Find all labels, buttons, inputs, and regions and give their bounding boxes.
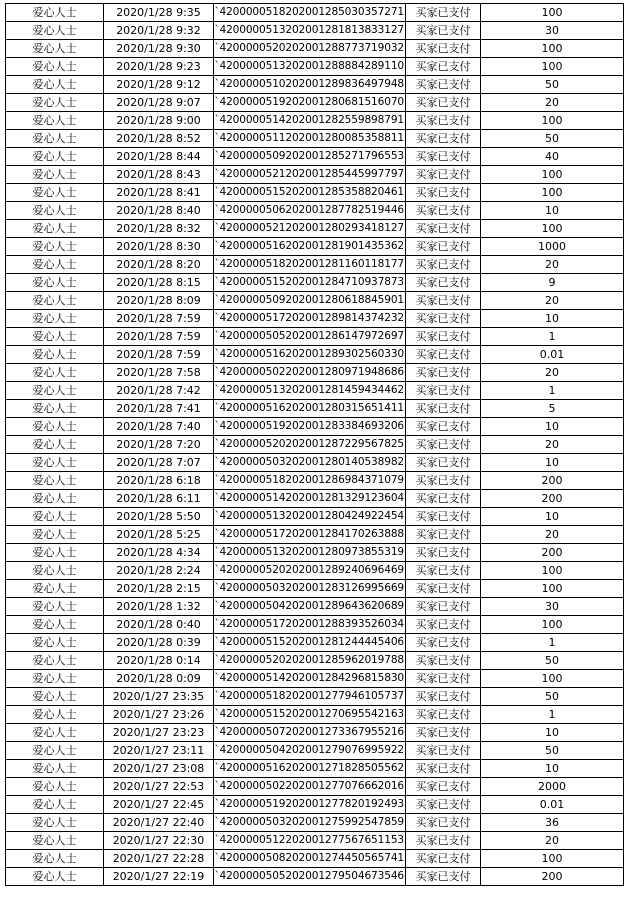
- donor-name-cell: 爱心人士: [6, 598, 104, 616]
- transaction-id-cell: `4200000510202001289836497948: [214, 76, 406, 94]
- payment-time-cell: 2020/1/28 0:39: [104, 634, 214, 652]
- donor-name-cell: 爱心人士: [6, 850, 104, 868]
- transaction-id-cell: `4200000519202001280681516070: [214, 94, 406, 112]
- amount-cell: 200: [481, 868, 624, 886]
- table-row: [6, 400, 624, 418]
- donor-name-cell: 爱心人士: [6, 418, 104, 436]
- amount-cell: 200: [481, 544, 624, 562]
- table-row: [6, 220, 624, 238]
- table-row: [6, 850, 624, 868]
- payment-time-cell: 2020/1/28 8:52: [104, 130, 214, 148]
- amount-cell: 1: [481, 706, 624, 724]
- payment-time-cell: 2020/1/27 23:35: [104, 688, 214, 706]
- payment-status-cell: 买家已支付: [406, 670, 481, 688]
- payment-time-cell: 2020/1/28 7:59: [104, 328, 214, 346]
- transaction-id-cell: `4200000508202001274450565741: [214, 850, 406, 868]
- payment-status-cell: 买家已支付: [406, 778, 481, 796]
- table-row: [6, 328, 624, 346]
- payment-time-cell: 2020/1/28 6:18: [104, 472, 214, 490]
- table-row: [6, 238, 624, 256]
- payment-time-cell: 2020/1/28 8:15: [104, 274, 214, 292]
- table-row: [6, 616, 624, 634]
- table-row: [6, 742, 624, 760]
- amount-cell: 1: [481, 634, 624, 652]
- donor-name-cell: 爱心人士: [6, 706, 104, 724]
- transaction-id-cell: `4200000518202001285030357271: [214, 4, 406, 22]
- table-row: [6, 508, 624, 526]
- amount-cell: 10: [481, 508, 624, 526]
- payment-time-cell: 2020/1/28 8:32: [104, 220, 214, 238]
- transaction-id-cell: `4200000519202001283384693206: [214, 418, 406, 436]
- donor-name-cell: 爱心人士: [6, 130, 104, 148]
- payment-status-cell: 买家已支付: [406, 364, 481, 382]
- payment-time-cell: 2020/1/28 8:40: [104, 202, 214, 220]
- payment-time-cell: 2020/1/27 23:26: [104, 706, 214, 724]
- payment-time-cell: 2020/1/28 7:58: [104, 364, 214, 382]
- payment-time-cell: 2020/1/28 1:32: [104, 598, 214, 616]
- payment-time-cell: 2020/1/28 2:15: [104, 580, 214, 598]
- payment-status-cell: 买家已支付: [406, 544, 481, 562]
- transaction-id-cell: `4200000515202001284710937873: [214, 274, 406, 292]
- payment-status-cell: 买家已支付: [406, 256, 481, 274]
- donation-table: [5, 3, 624, 886]
- payment-time-cell: 2020/1/27 23:11: [104, 742, 214, 760]
- transaction-id-cell: `4200000518202001281160118177: [214, 256, 406, 274]
- donor-name-cell: 爱心人士: [6, 274, 104, 292]
- transaction-id-cell: `4200000513202001281813833127: [214, 22, 406, 40]
- transaction-id-cell: `4200000519202001277820192493: [214, 796, 406, 814]
- transaction-id-cell: `4200000511202001280085358811: [214, 130, 406, 148]
- payment-time-cell: 2020/1/28 2:24: [104, 562, 214, 580]
- payment-time-cell: 2020/1/28 9:00: [104, 112, 214, 130]
- payment-status-cell: 买家已支付: [406, 382, 481, 400]
- payment-status-cell: 买家已支付: [406, 418, 481, 436]
- payment-status-cell: 买家已支付: [406, 40, 481, 58]
- transaction-id-cell: `4200000517202001284170263888: [214, 526, 406, 544]
- donor-name-cell: 爱心人士: [6, 94, 104, 112]
- amount-cell: 100: [481, 850, 624, 868]
- transaction-id-cell: `4200000502202001280971948686: [214, 364, 406, 382]
- payment-status-cell: 买家已支付: [406, 310, 481, 328]
- payment-status-cell: 买家已支付: [406, 760, 481, 778]
- payment-status-cell: 买家已支付: [406, 328, 481, 346]
- payment-status-cell: 买家已支付: [406, 166, 481, 184]
- transaction-id-cell: `4200000520202001285962019788: [214, 652, 406, 670]
- transaction-id-cell: `4200000518202001277946105737: [214, 688, 406, 706]
- donor-name-cell: 爱心人士: [6, 382, 104, 400]
- table-row: [6, 526, 624, 544]
- donor-name-cell: 爱心人士: [6, 40, 104, 58]
- payment-time-cell: 2020/1/28 7:41: [104, 400, 214, 418]
- payment-time-cell: 2020/1/28 0:40: [104, 616, 214, 634]
- table-row: [6, 310, 624, 328]
- payment-time-cell: 2020/1/28 7:07: [104, 454, 214, 472]
- donor-name-cell: 爱心人士: [6, 562, 104, 580]
- table-row: [6, 652, 624, 670]
- donor-name-cell: 爱心人士: [6, 292, 104, 310]
- payment-status-cell: 买家已支付: [406, 112, 481, 130]
- donor-name-cell: 爱心人士: [6, 616, 104, 634]
- transaction-id-cell: `4200000513202001280973855319: [214, 544, 406, 562]
- payment-time-cell: 2020/1/28 4:34: [104, 544, 214, 562]
- transaction-id-cell: `4200000506202001287782519446: [214, 202, 406, 220]
- table-row: [6, 4, 624, 22]
- table-row: [6, 148, 624, 166]
- transaction-id-cell: `4200000513202001281459434462: [214, 382, 406, 400]
- table-row: [6, 670, 624, 688]
- amount-cell: 100: [481, 4, 624, 22]
- payment-time-cell: 2020/1/28 8:41: [104, 184, 214, 202]
- payment-status-cell: 买家已支付: [406, 580, 481, 598]
- payment-time-cell: 2020/1/28 9:23: [104, 58, 214, 76]
- amount-cell: 2000: [481, 778, 624, 796]
- transaction-id-cell: `4200000507202001273367955216: [214, 724, 406, 742]
- amount-cell: 10: [481, 760, 624, 778]
- payment-status-cell: 买家已支付: [406, 94, 481, 112]
- amount-cell: 0.01: [481, 346, 624, 364]
- transaction-id-cell: `4200000512202001277567651153: [214, 832, 406, 850]
- donor-name-cell: 爱心人士: [6, 112, 104, 130]
- payment-status-cell: 买家已支付: [406, 4, 481, 22]
- transaction-id-cell: `4200000520202001287229567825: [214, 436, 406, 454]
- payment-status-cell: 买家已支付: [406, 508, 481, 526]
- amount-cell: 100: [481, 58, 624, 76]
- payment-time-cell: 2020/1/27 22:28: [104, 850, 214, 868]
- transaction-id-cell: `4200000509202001285271796553: [214, 148, 406, 166]
- amount-cell: 50: [481, 652, 624, 670]
- amount-cell: 50: [481, 130, 624, 148]
- table-row: [6, 760, 624, 778]
- table-row: [6, 256, 624, 274]
- donor-name-cell: 爱心人士: [6, 868, 104, 886]
- payment-status-cell: 买家已支付: [406, 868, 481, 886]
- payment-status-cell: 买家已支付: [406, 742, 481, 760]
- donor-name-cell: 爱心人士: [6, 346, 104, 364]
- payment-time-cell: 2020/1/28 9:30: [104, 40, 214, 58]
- payment-time-cell: 2020/1/28 7:40: [104, 418, 214, 436]
- table-row: [6, 292, 624, 310]
- payment-status-cell: 买家已支付: [406, 238, 481, 256]
- transaction-id-cell: `4200000515202001281244445406: [214, 634, 406, 652]
- donor-name-cell: 爱心人士: [6, 688, 104, 706]
- transaction-id-cell: `4200000518202001286984371079: [214, 472, 406, 490]
- table-row: [6, 814, 624, 832]
- donor-name-cell: 爱心人士: [6, 742, 104, 760]
- amount-cell: 100: [481, 670, 624, 688]
- payment-status-cell: 买家已支付: [406, 454, 481, 472]
- donor-name-cell: 爱心人士: [6, 76, 104, 94]
- payment-time-cell: 2020/1/28 9:07: [104, 94, 214, 112]
- payment-status-cell: 买家已支付: [406, 202, 481, 220]
- amount-cell: 10: [481, 202, 624, 220]
- table-row: [6, 490, 624, 508]
- amount-cell: 20: [481, 364, 624, 382]
- donor-name-cell: 爱心人士: [6, 238, 104, 256]
- table-row: [6, 418, 624, 436]
- payment-status-cell: 买家已支付: [406, 490, 481, 508]
- payment-time-cell: 2020/1/28 7:59: [104, 346, 214, 364]
- amount-cell: 1: [481, 382, 624, 400]
- payment-status-cell: 买家已支付: [406, 220, 481, 238]
- amount-cell: 20: [481, 526, 624, 544]
- payment-time-cell: 2020/1/27 23:08: [104, 760, 214, 778]
- table-row: [6, 364, 624, 382]
- donor-name-cell: 爱心人士: [6, 4, 104, 22]
- table-row: [6, 76, 624, 94]
- amount-cell: 100: [481, 562, 624, 580]
- amount-cell: 50: [481, 76, 624, 94]
- payment-time-cell: 2020/1/27 22:53: [104, 778, 214, 796]
- transaction-id-cell: `4200000513202001288884289110: [214, 58, 406, 76]
- table-row: [6, 184, 624, 202]
- table-row: [6, 112, 624, 130]
- amount-cell: 50: [481, 688, 624, 706]
- amount-cell: 10: [481, 724, 624, 742]
- amount-cell: 0.01: [481, 796, 624, 814]
- donor-name-cell: 爱心人士: [6, 832, 104, 850]
- donor-name-cell: 爱心人士: [6, 778, 104, 796]
- amount-cell: 100: [481, 616, 624, 634]
- amount-cell: 30: [481, 598, 624, 616]
- donor-name-cell: 爱心人士: [6, 508, 104, 526]
- transaction-id-cell: `4200000505202001279504673546: [214, 868, 406, 886]
- transaction-id-cell: `4200000516202001281901435362: [214, 238, 406, 256]
- table-row: [6, 346, 624, 364]
- donor-name-cell: 爱心人士: [6, 634, 104, 652]
- amount-cell: 9: [481, 274, 624, 292]
- amount-cell: 100: [481, 184, 624, 202]
- amount-cell: 20: [481, 436, 624, 454]
- donor-name-cell: 爱心人士: [6, 814, 104, 832]
- payment-status-cell: 买家已支付: [406, 796, 481, 814]
- donor-name-cell: 爱心人士: [6, 760, 104, 778]
- table-row: [6, 40, 624, 58]
- transaction-id-cell: `4200000517202001288393526034: [214, 616, 406, 634]
- table-row: [6, 778, 624, 796]
- payment-time-cell: 2020/1/28 8:44: [104, 148, 214, 166]
- payment-time-cell: 2020/1/28 6:11: [104, 490, 214, 508]
- payment-status-cell: 买家已支付: [406, 184, 481, 202]
- payment-status-cell: 买家已支付: [406, 706, 481, 724]
- transaction-id-cell: `4200000514202001282559898791: [214, 112, 406, 130]
- transaction-id-cell: `4200000504202001279076995922: [214, 742, 406, 760]
- table-row: [6, 634, 624, 652]
- payment-time-cell: 2020/1/28 5:50: [104, 508, 214, 526]
- payment-time-cell: 2020/1/27 23:23: [104, 724, 214, 742]
- payment-time-cell: 2020/1/27 22:30: [104, 832, 214, 850]
- donor-name-cell: 爱心人士: [6, 166, 104, 184]
- transaction-id-cell: `4200000514202001284296815830: [214, 670, 406, 688]
- table-row: [6, 472, 624, 490]
- donor-name-cell: 爱心人士: [6, 58, 104, 76]
- donor-name-cell: 爱心人士: [6, 256, 104, 274]
- payment-time-cell: 2020/1/27 22:40: [104, 814, 214, 832]
- transaction-id-cell: `4200000516202001280315651411: [214, 400, 406, 418]
- table-row: [6, 166, 624, 184]
- donor-name-cell: 爱心人士: [6, 148, 104, 166]
- payment-time-cell: 2020/1/28 9:32: [104, 22, 214, 40]
- payment-status-cell: 买家已支付: [406, 346, 481, 364]
- table-row: [6, 382, 624, 400]
- payment-status-cell: 买家已支付: [406, 652, 481, 670]
- payment-time-cell: 2020/1/28 5:25: [104, 526, 214, 544]
- donation-table-body: [6, 4, 624, 886]
- donor-name-cell: 爱心人士: [6, 454, 104, 472]
- transaction-id-cell: `4200000514202001281329123604: [214, 490, 406, 508]
- transaction-id-cell: `4200000515202001285358820461: [214, 184, 406, 202]
- payment-status-cell: 买家已支付: [406, 436, 481, 454]
- payment-status-cell: 买家已支付: [406, 22, 481, 40]
- table-row: [6, 562, 624, 580]
- donor-name-cell: 爱心人士: [6, 652, 104, 670]
- payment-time-cell: 2020/1/28 7:42: [104, 382, 214, 400]
- amount-cell: 1: [481, 328, 624, 346]
- table-row: [6, 724, 624, 742]
- payment-status-cell: 买家已支付: [406, 130, 481, 148]
- amount-cell: 100: [481, 40, 624, 58]
- payment-status-cell: 买家已支付: [406, 634, 481, 652]
- payment-status-cell: 买家已支付: [406, 58, 481, 76]
- payment-status-cell: 买家已支付: [406, 400, 481, 418]
- table-row: [6, 598, 624, 616]
- payment-status-cell: 买家已支付: [406, 616, 481, 634]
- transaction-id-cell: `4200000513202001280424922454: [214, 508, 406, 526]
- transaction-id-cell: `4200000521202001285445997797: [214, 166, 406, 184]
- payment-time-cell: 2020/1/27 22:45: [104, 796, 214, 814]
- transaction-id-cell: `4200000515202001270695542163: [214, 706, 406, 724]
- payment-status-cell: 买家已支付: [406, 850, 481, 868]
- payment-time-cell: 2020/1/28 9:12: [104, 76, 214, 94]
- amount-cell: 100: [481, 220, 624, 238]
- table-row: [6, 688, 624, 706]
- transaction-id-cell: `4200000505202001286147972697: [214, 328, 406, 346]
- table-row: [6, 94, 624, 112]
- amount-cell: 10: [481, 454, 624, 472]
- table-row: [6, 274, 624, 292]
- amount-cell: 50: [481, 742, 624, 760]
- payment-status-cell: 买家已支付: [406, 472, 481, 490]
- table-row: [6, 580, 624, 598]
- transaction-id-cell: `4200000503202001275992547859: [214, 814, 406, 832]
- table-row: [6, 706, 624, 724]
- payment-status-cell: 买家已支付: [406, 832, 481, 850]
- amount-cell: 10: [481, 310, 624, 328]
- donor-name-cell: 爱心人士: [6, 670, 104, 688]
- amount-cell: 10: [481, 418, 624, 436]
- transaction-id-cell: `4200000520202001289240696469: [214, 562, 406, 580]
- amount-cell: 20: [481, 832, 624, 850]
- payment-time-cell: 2020/1/28 8:43: [104, 166, 214, 184]
- payment-time-cell: 2020/1/28 8:09: [104, 292, 214, 310]
- amount-cell: 20: [481, 256, 624, 274]
- donor-name-cell: 爱心人士: [6, 400, 104, 418]
- payment-status-cell: 买家已支付: [406, 598, 481, 616]
- payment-time-cell: 2020/1/28 8:30: [104, 238, 214, 256]
- payment-status-cell: 买家已支付: [406, 274, 481, 292]
- amount-cell: 30: [481, 22, 624, 40]
- transaction-id-cell: `4200000504202001289643620689: [214, 598, 406, 616]
- amount-cell: 1000: [481, 238, 624, 256]
- payment-status-cell: 买家已支付: [406, 562, 481, 580]
- donor-name-cell: 爱心人士: [6, 436, 104, 454]
- payment-status-cell: 买家已支付: [406, 292, 481, 310]
- payment-time-cell: 2020/1/28 0:14: [104, 652, 214, 670]
- transaction-id-cell: `4200000502202001277076662016: [214, 778, 406, 796]
- table-row: [6, 544, 624, 562]
- amount-cell: 100: [481, 166, 624, 184]
- payment-status-cell: 买家已支付: [406, 76, 481, 94]
- payment-time-cell: 2020/1/28 7:20: [104, 436, 214, 454]
- donor-name-cell: 爱心人士: [6, 310, 104, 328]
- table-row: [6, 868, 624, 886]
- donor-name-cell: 爱心人士: [6, 796, 104, 814]
- payment-status-cell: 买家已支付: [406, 148, 481, 166]
- payment-time-cell: 2020/1/27 22:19: [104, 868, 214, 886]
- table-row: [6, 202, 624, 220]
- amount-cell: 20: [481, 94, 624, 112]
- amount-cell: 100: [481, 580, 624, 598]
- table-row: [6, 436, 624, 454]
- payment-status-cell: 买家已支付: [406, 814, 481, 832]
- donor-name-cell: 爱心人士: [6, 364, 104, 382]
- transaction-id-cell: `4200000521202001280293418127: [214, 220, 406, 238]
- amount-cell: 20: [481, 292, 624, 310]
- table-row: [6, 796, 624, 814]
- amount-cell: 5: [481, 400, 624, 418]
- amount-cell: 200: [481, 490, 624, 508]
- payment-status-cell: 买家已支付: [406, 526, 481, 544]
- donor-name-cell: 爱心人士: [6, 472, 104, 490]
- donor-name-cell: 爱心人士: [6, 526, 104, 544]
- table-row: [6, 832, 624, 850]
- amount-cell: 100: [481, 112, 624, 130]
- payment-time-cell: 2020/1/28 9:35: [104, 4, 214, 22]
- table-row: [6, 22, 624, 40]
- donor-name-cell: 爱心人士: [6, 328, 104, 346]
- donor-name-cell: 爱心人士: [6, 22, 104, 40]
- payment-time-cell: 2020/1/28 8:20: [104, 256, 214, 274]
- donor-name-cell: 爱心人士: [6, 184, 104, 202]
- transaction-id-cell: `4200000516202001271828505562: [214, 760, 406, 778]
- payment-time-cell: 2020/1/28 0:09: [104, 670, 214, 688]
- transaction-id-cell: `4200000517202001289814374232: [214, 310, 406, 328]
- transaction-id-cell: `4200000503202001280140538982: [214, 454, 406, 472]
- payment-status-cell: 买家已支付: [406, 724, 481, 742]
- donor-name-cell: 爱心人士: [6, 202, 104, 220]
- donor-name-cell: 爱心人士: [6, 220, 104, 238]
- transaction-id-cell: `4200000520202001288773719032: [214, 40, 406, 58]
- transaction-id-cell: `4200000516202001289302560330: [214, 346, 406, 364]
- table-row: [6, 58, 624, 76]
- amount-cell: 36: [481, 814, 624, 832]
- table-row: [6, 130, 624, 148]
- amount-cell: 40: [481, 148, 624, 166]
- donor-name-cell: 爱心人士: [6, 724, 104, 742]
- table-row: [6, 454, 624, 472]
- amount-cell: 200: [481, 472, 624, 490]
- payment-status-cell: 买家已支付: [406, 688, 481, 706]
- donor-name-cell: 爱心人士: [6, 544, 104, 562]
- payment-time-cell: 2020/1/28 7:59: [104, 310, 214, 328]
- transaction-id-cell: `4200000503202001283126995669: [214, 580, 406, 598]
- donor-name-cell: 爱心人士: [6, 580, 104, 598]
- transaction-id-cell: `4200000509202001280618845901: [214, 292, 406, 310]
- donor-name-cell: 爱心人士: [6, 490, 104, 508]
